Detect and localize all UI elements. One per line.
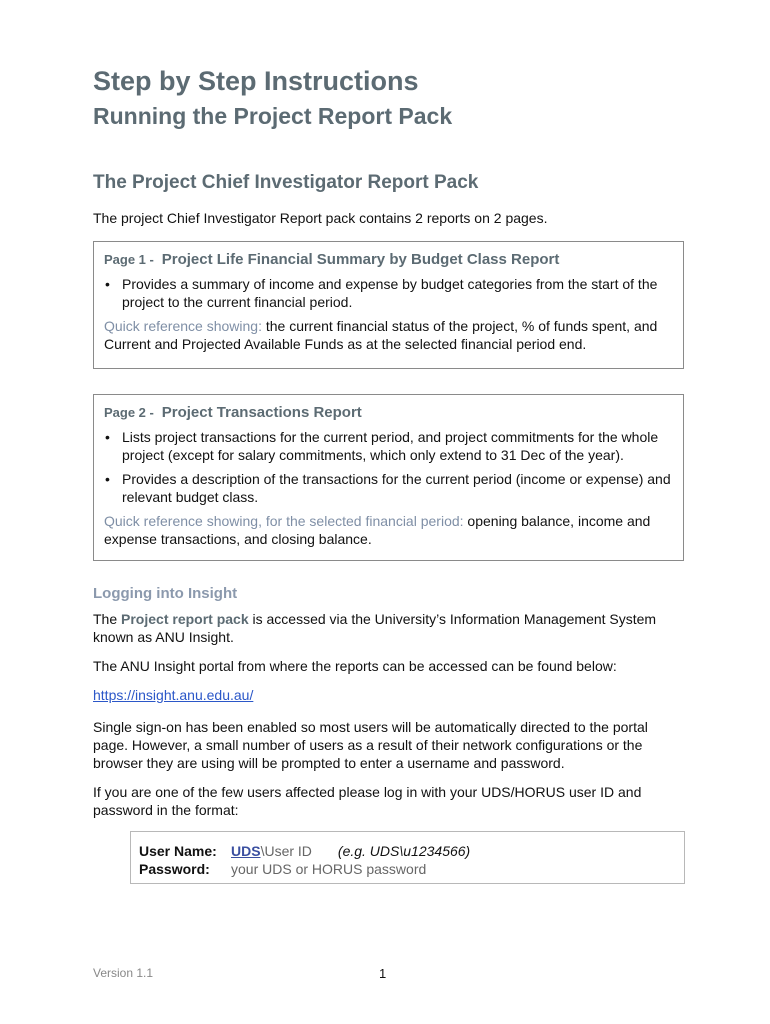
version-label: Version 1.1 bbox=[93, 966, 154, 980]
paragraph: Single sign-on has been enabled so most users will be automatically directed to the portal page. However, a small number of users as a result of their network configurations or the browser they are using will be prompted to enter a username and password. bbox=[93, 719, 648, 771]
uds-prefix: UDS bbox=[231, 843, 261, 859]
password-label: Password: bbox=[139, 861, 210, 877]
login-heading: Logging into Insight bbox=[93, 585, 238, 602]
quick-reference-label: Quick reference showing: bbox=[104, 318, 262, 334]
paragraph-text: The bbox=[93, 611, 122, 627]
page-number: 1 bbox=[379, 966, 387, 981]
report-box-header bbox=[104, 403, 673, 422]
quick-reference bbox=[104, 512, 673, 548]
report-box-page-2 bbox=[93, 394, 684, 561]
report-title: Project Transactions Report bbox=[161, 404, 362, 421]
report-title: Project Life Financial Summary by Budget Class Report bbox=[161, 251, 560, 268]
list-item: • Provides a description of the transactions for the current period (income or expense) and relevant budget class. bbox=[122, 470, 673, 506]
report-box-header bbox=[104, 250, 673, 269]
paragraph bbox=[93, 686, 684, 704]
document-subtitle: Running the Project Report Pack bbox=[93, 103, 453, 129]
insight-portal-link[interactable]: https://insight.anu.edu.au/ bbox=[93, 687, 254, 703]
list-item: • Lists project transactions for the current period, and project commitments for the whole project (except for salary commitments, which only extend to 31 Dec of the year). bbox=[122, 428, 673, 464]
quick-reference bbox=[104, 317, 673, 353]
page-label: Page 1 - bbox=[104, 252, 154, 267]
section-heading: The Project Chief Investigator Report Pack bbox=[93, 172, 479, 193]
password-row bbox=[139, 860, 676, 878]
report-box-page-1 bbox=[93, 241, 684, 369]
list-item: • Provides a summary of income and expense by budget categories from the start of the project to the current financial period. bbox=[122, 275, 673, 311]
report-pack-emphasis: Project report pack bbox=[121, 611, 249, 627]
username-row bbox=[139, 842, 676, 860]
paragraph bbox=[93, 610, 684, 646]
username-format: \User ID bbox=[260, 843, 312, 859]
credentials-box bbox=[130, 831, 685, 884]
document-title: Step by Step Instructions bbox=[93, 66, 419, 96]
bullet-list bbox=[104, 275, 673, 311]
bullet-list bbox=[104, 428, 673, 506]
paragraph: The ANU Insight portal from where the reports can be accessed can be found below: bbox=[93, 658, 617, 674]
password-format: your UDS or HORUS password bbox=[231, 861, 427, 877]
username-label: User Name: bbox=[139, 843, 217, 859]
paragraph-text: is accessed via the University’s Information Management System known as ANU Insight. bbox=[93, 611, 657, 645]
quick-reference-text: opening balance, income and expense transactions, and closing balance. bbox=[104, 513, 651, 547]
username-example: (e.g. UDS\u1234566) bbox=[337, 843, 471, 859]
quick-reference-text: the current financial status of the project, % of funds spent, and Current and Projected Available Funds as at the selected financial period end. bbox=[104, 318, 658, 352]
quick-reference-label: Quick reference showing, for the selected financial period: bbox=[104, 513, 464, 529]
paragraph: If you are one of the few users affected please log in with your UDS/HORUS user ID and password in the format: bbox=[93, 784, 642, 818]
page-label: Page 2 - bbox=[104, 405, 154, 420]
section-intro: The project Chief Investigator Report pack contains 2 reports on 2 pages. bbox=[93, 210, 548, 226]
